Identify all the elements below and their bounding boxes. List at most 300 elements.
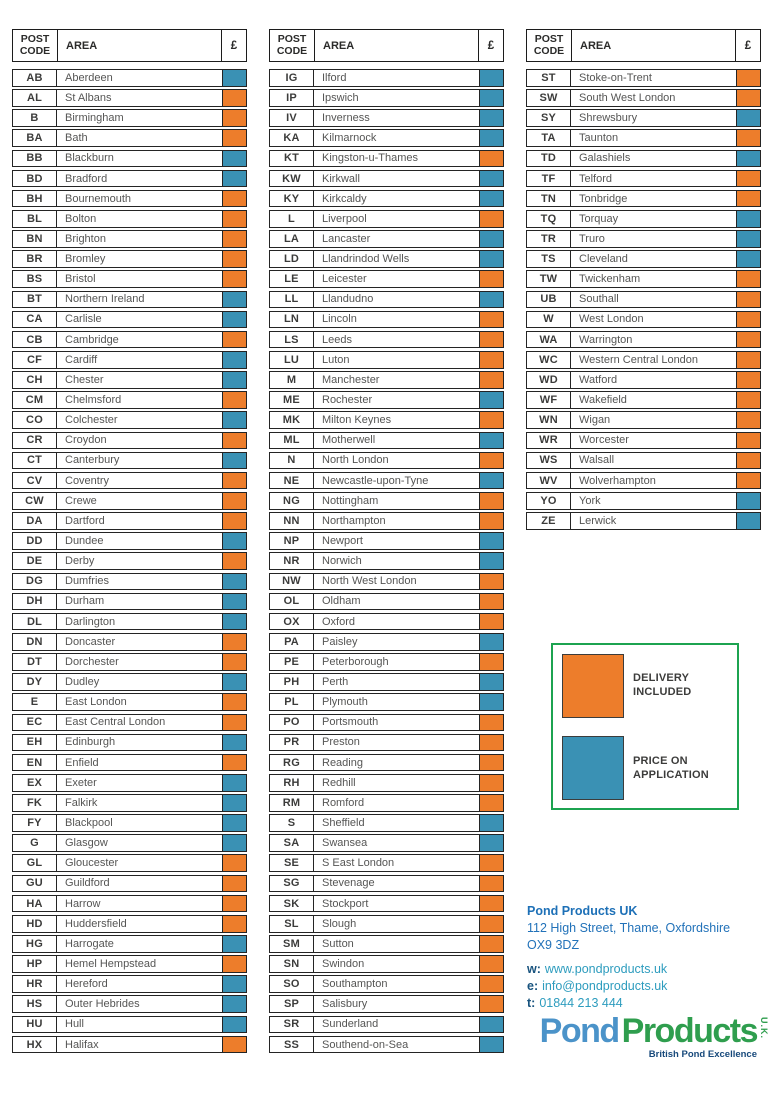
area-cell: Twickenham [571, 271, 737, 287]
postcode-cell: BS [13, 271, 57, 287]
price-status-cell [223, 553, 246, 569]
price-status-cell [223, 211, 246, 227]
table-row [12, 270, 247, 288]
table-row [12, 693, 247, 711]
area-cell: Taunton [571, 130, 737, 146]
price-status-cell [737, 110, 760, 126]
price-status-cell [480, 251, 503, 267]
table-row [12, 150, 247, 168]
postcode-cell: ME [270, 392, 314, 408]
area-cell: Cardiff [57, 352, 223, 368]
table-row [269, 995, 504, 1013]
table-row [12, 613, 247, 631]
price-status-cell [223, 614, 246, 630]
table-row [12, 653, 247, 671]
postcode-cell: N [270, 453, 314, 469]
area-cell: Kirkwall [314, 171, 480, 187]
table-row [269, 371, 504, 389]
table-row [12, 129, 247, 147]
table-row [526, 109, 761, 127]
price-status-cell [223, 151, 246, 167]
table-row [12, 512, 247, 530]
area-cell: Dorchester [57, 654, 223, 670]
postcode-cell: AB [13, 70, 57, 86]
table-row [526, 210, 761, 228]
table-row [12, 814, 247, 832]
table-row [526, 291, 761, 309]
price-status-cell [737, 453, 760, 469]
table-row [12, 170, 247, 188]
postcode-cell: RH [270, 775, 314, 791]
area-cell: Kingston-u-Thames [314, 151, 480, 167]
area-cell: Birmingham [57, 110, 223, 126]
table-row [269, 532, 504, 550]
area-cell: Worcester [571, 433, 737, 449]
price-status-cell [480, 493, 503, 509]
postcode-cell: SK [270, 896, 314, 912]
postcode-cell: ST [527, 70, 571, 86]
price-status-cell [480, 412, 503, 428]
table-row [526, 270, 761, 288]
price-status-cell [480, 1037, 503, 1053]
price-status-cell [223, 372, 246, 388]
area-cell: Southampton [314, 976, 480, 992]
table-row [269, 693, 504, 711]
area-cell: Inverness [314, 110, 480, 126]
postcode-cell: E [13, 694, 57, 710]
area-header: AREA [572, 30, 736, 61]
postcode-cell: PO [270, 715, 314, 731]
price-status-cell [223, 755, 246, 771]
postcode-cell: CH [13, 372, 57, 388]
address-line-1: 112 High Street, Thame, Oxfordshire [527, 921, 731, 935]
area-cell: Lancaster [314, 231, 480, 247]
table-row [269, 250, 504, 268]
postcode-cell: DY [13, 674, 57, 690]
postcode-cell: PA [270, 634, 314, 650]
area-cell: Sheffield [314, 815, 480, 831]
area-cell: Luton [314, 352, 480, 368]
postcode-cell: KT [270, 151, 314, 167]
price-status-cell [737, 231, 760, 247]
area-cell: Newport [314, 533, 480, 549]
postcode-cell: PH [270, 674, 314, 690]
table-row [12, 673, 247, 691]
table-row [269, 653, 504, 671]
postcode-cell: WF [527, 392, 571, 408]
price-status-cell [223, 332, 246, 348]
price-status-cell [223, 251, 246, 267]
area-cell: Salisbury [314, 996, 480, 1012]
table-row [526, 170, 761, 188]
price-status-cell [480, 352, 503, 368]
area-cell: Walsall [571, 453, 737, 469]
price-status-cell [737, 292, 760, 308]
table-row [526, 351, 761, 369]
phone-line [527, 995, 777, 1012]
postcode-cell: DT [13, 654, 57, 670]
table-row [269, 1016, 504, 1034]
area-cell: Dartford [57, 513, 223, 529]
postcode-cell: CB [13, 332, 57, 348]
table-row [526, 250, 761, 268]
contact-links [527, 961, 777, 1012]
table-row [269, 794, 504, 812]
area-cell: Paisley [314, 634, 480, 650]
postcode-table-1 [12, 29, 247, 1056]
area-cell: Motherwell [314, 433, 480, 449]
table-row [269, 814, 504, 832]
postcode-cell: EX [13, 775, 57, 791]
price-status-cell [737, 392, 760, 408]
area-cell: Canterbury [57, 453, 223, 469]
price-status-cell [223, 996, 246, 1012]
table-row [269, 593, 504, 611]
price-status-cell [480, 292, 503, 308]
table-row [269, 915, 504, 933]
table-row [269, 190, 504, 208]
area-cell: Plymouth [314, 694, 480, 710]
area-cell: Kilmarnock [314, 130, 480, 146]
area-cell: Northern Ireland [57, 292, 223, 308]
postcode-cell: UB [527, 292, 571, 308]
postcode-cell: PE [270, 654, 314, 670]
table-row [269, 754, 504, 772]
price-status-cell [223, 70, 246, 86]
price-status-cell [223, 674, 246, 690]
area-cell: East Central London [57, 715, 223, 731]
postcode-cell: TR [527, 231, 571, 247]
postcode-cell: DA [13, 513, 57, 529]
phone-link[interactable]: 01844 213 444 [539, 996, 623, 1010]
table-row [12, 452, 247, 470]
postcode-cell: SL [270, 916, 314, 932]
area-cell: Oxford [314, 614, 480, 630]
postcode-cell: BR [13, 251, 57, 267]
postcode-cell: BT [13, 292, 57, 308]
postcode-cell: TA [527, 130, 571, 146]
price-status-cell [223, 574, 246, 590]
table-row [269, 391, 504, 409]
table-row [12, 472, 247, 490]
price-status-cell [223, 130, 246, 146]
table-row [12, 995, 247, 1013]
table-row [12, 190, 247, 208]
price-status-cell [737, 412, 760, 428]
price-status-cell [223, 90, 246, 106]
area-cell: Halifax [57, 1037, 223, 1053]
price-status-cell [480, 70, 503, 86]
price-status-cell [223, 896, 246, 912]
postcode-cell: WA [527, 332, 571, 348]
postcode-table-2 [269, 29, 504, 1056]
price-status-cell [737, 171, 760, 187]
area-cell: Edinburgh [57, 735, 223, 751]
postcode-cell: FK [13, 795, 57, 811]
table-row [269, 774, 504, 792]
area-cell: Galashiels [571, 151, 737, 167]
area-cell: St Albans [57, 90, 223, 106]
postcode-cell: LD [270, 251, 314, 267]
area-cell: Nottingham [314, 493, 480, 509]
postcode-cell: HD [13, 916, 57, 932]
table-row [526, 150, 761, 168]
postcode-cell: HS [13, 996, 57, 1012]
area-cell: Falkirk [57, 795, 223, 811]
area-cell: Harrogate [57, 936, 223, 952]
email-link[interactable]: info@pondproducts.uk [542, 979, 668, 993]
postcode-cell: SR [270, 1017, 314, 1033]
area-cell: Darlington [57, 614, 223, 630]
area-cell: Hemel Hempstead [57, 956, 223, 972]
postcode-cell: TN [527, 191, 571, 207]
postcode-cell: EC [13, 715, 57, 731]
price-on-application-swatch [562, 736, 624, 800]
price-status-cell [737, 493, 760, 509]
table-row [12, 371, 247, 389]
table-row [269, 311, 504, 329]
price-status-cell [223, 473, 246, 489]
table-row [269, 150, 504, 168]
area-cell: Harrow [57, 896, 223, 912]
area-cell: Bournemouth [57, 191, 223, 207]
price-status-cell [480, 614, 503, 630]
price-status-cell [737, 332, 760, 348]
price-status-cell [737, 90, 760, 106]
price-status-cell [480, 171, 503, 187]
area-cell: Newcastle-upon-Tyne [314, 473, 480, 489]
price-status-cell [737, 513, 760, 529]
postcode-cell: AL [13, 90, 57, 106]
area-cell: Llandudno [314, 292, 480, 308]
area-cell: Northampton [314, 513, 480, 529]
area-cell: Gloucester [57, 855, 223, 871]
area-cell: Stoke-on-Trent [571, 70, 737, 86]
price-status-cell [223, 735, 246, 751]
price-status-cell [223, 231, 246, 247]
table-row [269, 854, 504, 872]
postcode-cell: MK [270, 412, 314, 428]
postcode-cell: CM [13, 392, 57, 408]
delivery-included-label: DELIVERY INCLUDED [633, 672, 692, 698]
postcode-cell: IV [270, 110, 314, 126]
postcode-cell: HG [13, 936, 57, 952]
postcode-cell: WD [527, 372, 571, 388]
website-link[interactable]: www.pondproducts.uk [544, 962, 668, 976]
table-row [12, 754, 247, 772]
area-cell: Derby [57, 553, 223, 569]
area-cell: South West London [571, 90, 737, 106]
pound-header: £ [230, 39, 238, 52]
postcode-cell: L [270, 211, 314, 227]
price-status-cell [223, 594, 246, 610]
postcode-cell: TD [527, 151, 571, 167]
postcode-cell: G [13, 835, 57, 851]
table-row [12, 875, 247, 893]
table-row [526, 432, 761, 450]
area-cell: Swindon [314, 956, 480, 972]
area-header: AREA [58, 30, 222, 61]
area-cell: West London [571, 312, 737, 328]
postcode-cell: DL [13, 614, 57, 630]
logo-word-pond: Pond [539, 1012, 619, 1050]
area-cell: Leicester [314, 271, 480, 287]
table-row [12, 1016, 247, 1034]
table-row [12, 109, 247, 127]
area-cell: Dudley [57, 674, 223, 690]
price-status-cell [223, 916, 246, 932]
postcode-cell: IG [270, 70, 314, 86]
area-cell: Croydon [57, 433, 223, 449]
table-row [269, 633, 504, 651]
postcode-cell: NP [270, 533, 314, 549]
area-cell: Dundee [57, 533, 223, 549]
price-status-cell [737, 312, 760, 328]
price-status-cell [480, 513, 503, 529]
postcode-cell: WC [527, 352, 571, 368]
table-row [269, 472, 504, 490]
table-row [526, 311, 761, 329]
email-prefix: e: [527, 979, 539, 993]
price-status-cell [480, 775, 503, 791]
table-row [526, 411, 761, 429]
postcode-cell: BB [13, 151, 57, 167]
price-status-cell [223, 956, 246, 972]
area-cell: Tonbridge [571, 191, 737, 207]
area-cell: Bath [57, 130, 223, 146]
postcode-cell: LA [270, 231, 314, 247]
area-cell: Liverpool [314, 211, 480, 227]
postcode-cell: HP [13, 956, 57, 972]
pound-header: £ [744, 39, 752, 52]
table-row [269, 230, 504, 248]
price-status-cell [737, 191, 760, 207]
postcode-cell: OL [270, 594, 314, 610]
area-cell: Doncaster [57, 634, 223, 650]
area-cell: Durham [57, 594, 223, 610]
price-status-cell [223, 493, 246, 509]
contact-block [527, 903, 777, 954]
table-row [526, 512, 761, 530]
area-cell: Swansea [314, 835, 480, 851]
area-cell: Huddersfield [57, 916, 223, 932]
table-row [269, 270, 504, 288]
postcode-cell: CR [13, 433, 57, 449]
area-cell: Blackpool [57, 815, 223, 831]
area-cell: Enfield [57, 755, 223, 771]
price-status-cell [223, 312, 246, 328]
area-cell: Romford [314, 795, 480, 811]
area-cell: Colchester [57, 412, 223, 428]
table-row [269, 573, 504, 591]
postcode-cell: SA [270, 835, 314, 851]
table-row [526, 129, 761, 147]
logo-word-products: Products [621, 1012, 757, 1050]
price-status-cell [223, 876, 246, 892]
price-status-cell [480, 735, 503, 751]
postcode-cell: ZE [527, 513, 571, 529]
price-status-cell [737, 473, 760, 489]
area-cell: Dumfries [57, 574, 223, 590]
postcode-cell: WN [527, 412, 571, 428]
area-cell: Sutton [314, 936, 480, 952]
price-status-cell [737, 352, 760, 368]
postcode-cell: BA [13, 130, 57, 146]
postcode-cell: W [527, 312, 571, 328]
table-row [269, 129, 504, 147]
table-row [269, 512, 504, 530]
postcode-cell: DE [13, 553, 57, 569]
table-row [526, 69, 761, 87]
area-cell: Warrington [571, 332, 737, 348]
postcode-cell: HA [13, 896, 57, 912]
table-row [12, 633, 247, 651]
postcode-cell: HR [13, 976, 57, 992]
price-status-cell [480, 815, 503, 831]
price-status-cell [223, 292, 246, 308]
price-status-cell [480, 674, 503, 690]
area-cell: Norwich [314, 553, 480, 569]
area-cell: Lincoln [314, 312, 480, 328]
price-status-cell [737, 211, 760, 227]
price-status-cell [480, 130, 503, 146]
price-status-cell [223, 835, 246, 851]
postcode-cell: NR [270, 553, 314, 569]
postcode-cell: SN [270, 956, 314, 972]
legend-box [551, 643, 739, 810]
table-row [12, 552, 247, 570]
price-status-cell [480, 835, 503, 851]
price-status-cell [480, 795, 503, 811]
website-line [527, 961, 777, 978]
area-cell: Blackburn [57, 151, 223, 167]
table-row [269, 432, 504, 450]
price-status-cell [223, 171, 246, 187]
area-cell: Ilford [314, 70, 480, 86]
price-status-cell [480, 433, 503, 449]
price-status-cell [480, 392, 503, 408]
logo-uk-suffix: U.K. [759, 1017, 769, 1039]
table-row [269, 875, 504, 893]
table-body-2 [269, 69, 504, 1053]
area-cell: Southall [571, 292, 737, 308]
logo-tagline: British Pond Excellence [648, 1049, 757, 1060]
area-cell: Llandrindod Wells [314, 251, 480, 267]
area-cell: Outer Hebrides [57, 996, 223, 1012]
area-cell: Wigan [571, 412, 737, 428]
postcode-cell: TQ [527, 211, 571, 227]
table-row [12, 432, 247, 450]
table-row [269, 734, 504, 752]
price-status-cell [223, 110, 246, 126]
table-row [12, 351, 247, 369]
table-row [12, 411, 247, 429]
area-cell: Glasgow [57, 835, 223, 851]
postcode-cell: LS [270, 332, 314, 348]
price-status-cell [223, 453, 246, 469]
postcode-cell: SS [270, 1037, 314, 1053]
area-cell: Redhill [314, 775, 480, 791]
postcode-cell: SW [527, 90, 571, 106]
postcode-cell: OX [270, 614, 314, 630]
table-row [12, 593, 247, 611]
area-cell: Reading [314, 755, 480, 771]
area-cell: Bromley [57, 251, 223, 267]
postcode-cell: CV [13, 473, 57, 489]
postcode-cell: RG [270, 755, 314, 771]
area-cell: Manchester [314, 372, 480, 388]
table-row [12, 955, 247, 973]
